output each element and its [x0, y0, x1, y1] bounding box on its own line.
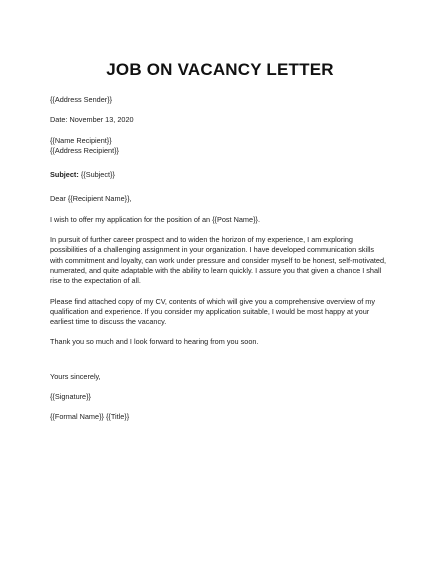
paragraph-intro: I wish to offer my application for the position of an {{Post Name}}.: [50, 214, 260, 224]
letter-body: [50, 95, 390, 423]
paragraph-line: rise to the expectation of all.: [50, 276, 141, 286]
paragraph-line: earliest time to discuss the vacancy.: [50, 317, 167, 327]
paragraph-cv: [50, 297, 390, 328]
signature-placeholder: {{Signature}}: [50, 392, 91, 402]
paragraph-line: Please find attached copy of my CV, contents of which will give you a comprehensive overview of my: [50, 296, 376, 306]
formal-name: {{Formal Name}} {{Title}}: [50, 412, 130, 422]
subject-value: {{Subject}}: [78, 170, 115, 180]
paragraph-experience: [50, 235, 390, 286]
paragraph-line: qualification and experience. If you consider my application suitable, I would be most happy at your: [50, 306, 370, 316]
address-sender: {{Address Sender}}: [50, 95, 113, 104]
paragraph-line: possibilities of a challenging assignment in your organization. I have developed communication skills: [50, 245, 375, 255]
paragraph-line: In pursuit of further career prospect and to widen the horizon of my experience, I am exploring: [50, 235, 353, 245]
letter-title: JOB ON VACANCY LETTER: [106, 60, 334, 79]
closing: Yours sincerely,: [50, 371, 101, 381]
letter-date: Date: November 13, 2020: [50, 115, 134, 125]
salutation: Dear {{Recipient Name}},: [50, 194, 132, 204]
subject-label: Subject:: [50, 170, 79, 180]
subject-line: [50, 170, 390, 180]
recipient-name: {{Name Recipient}}: [50, 135, 112, 145]
paragraph-line: numerated, and quite adaptable with the ability to learn quickly. I assure you that given a chance I shall: [50, 265, 382, 275]
recipient-address: {{Address Recipient}}: [50, 145, 119, 155]
paragraph-thanks: Thank you so much and I look forward to hearing from you soon.: [50, 337, 259, 347]
paragraph-line: with commitment and loyalty, can work under pressure and consider myself to be honest, self-motivated,: [50, 255, 387, 265]
